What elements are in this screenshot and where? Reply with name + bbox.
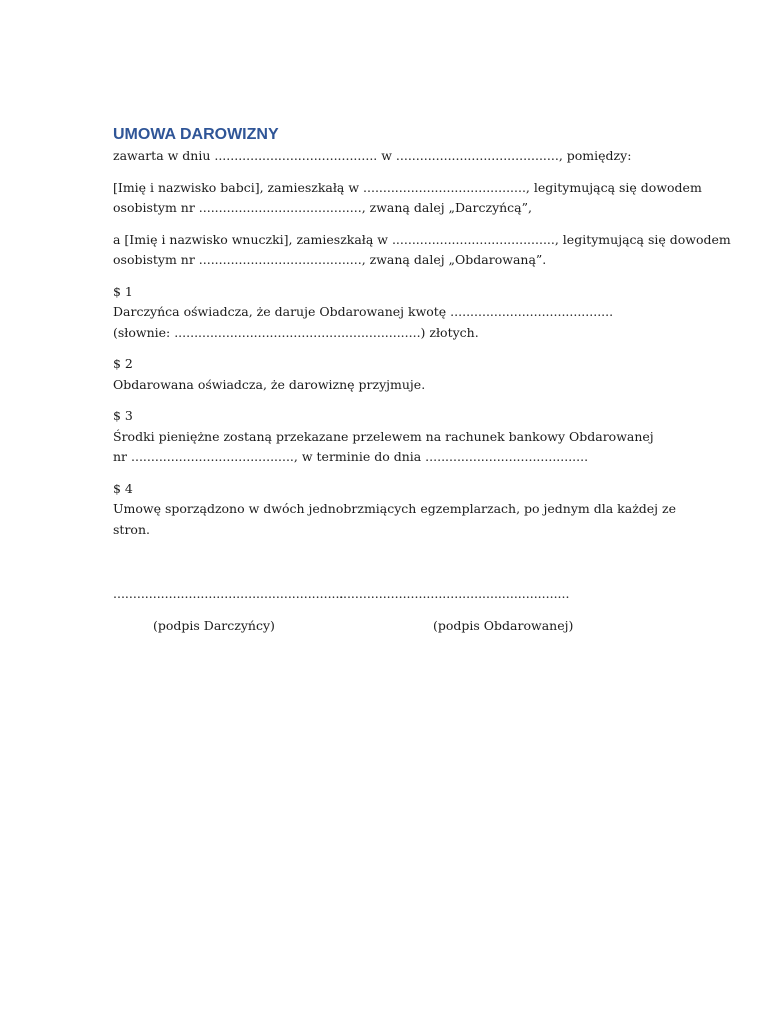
party-donor-line-1: [Imię i nazwisko babci], zamieszkałą w ........................................., legitymującą się dowodem: [113, 179, 702, 195]
intro-line: zawarta w dniu ......................................... w ........................................., pomiędzy:: [113, 148, 632, 163]
document-page: [113, 124, 731, 633]
section-3: [113, 406, 658, 468]
party-recipient: [113, 230, 731, 271]
recipient-signature-line: ..........................................................: [339, 586, 570, 601]
section-2-line-1: Obdarowana oświadcza, że darowiznę przyjmuje.: [113, 376, 426, 392]
section-1: [113, 282, 658, 344]
donor-signature-line: ..........................................................: [113, 586, 344, 601]
section-1-line-1: Darczyńca oświadcza, że daruje Obdarowanej kwotę .........................................: [113, 304, 614, 319]
section-4-line-2: stron.: [113, 521, 150, 537]
donor-signature-label: (podpis Darczyńcy): [153, 618, 275, 633]
party-donor-line-2: osobistym nr ........................................., zwaną dalej „Darczyńcą”,: [113, 200, 533, 215]
section-2-number: $ 2: [113, 356, 133, 371]
section-2: [113, 354, 658, 395]
party-recipient-line-2: osobistym nr ........................................., zwaną dalej „Obdarowaną”.: [113, 252, 547, 267]
section-3-number: $ 3: [113, 408, 133, 423]
document-title: UMOWA DAROWIZNY: [113, 126, 279, 143]
recipient-signature-label: (podpis Obdarowanej): [433, 618, 574, 633]
section-4-line-1: Umowę sporządzono w dwóch jednobrzmiących egzemplarzach, po jednym dla każdej ze: [113, 501, 677, 516]
party-donor: [113, 178, 702, 219]
section-1-line-2: (słownie: ..............................................................) złotych.: [113, 324, 479, 340]
section-4: [113, 479, 677, 541]
section-3-line-2: nr ........................................., w terminie do dnia .........................................: [113, 449, 589, 464]
party-recipient-line-1: a [Imię i nazwisko wnuczki], zamieszkałą w ........................................., legitymującą się dowodem: [113, 231, 731, 247]
contract-intro: [113, 146, 658, 167]
section-1-number: $ 1: [113, 283, 133, 299]
section-4-number: $ 4: [113, 480, 133, 496]
section-3-line-1: Środki pieniężne zostaną przekazane przelewem na rachunek bankowy Obdarowanej: [113, 428, 654, 444]
